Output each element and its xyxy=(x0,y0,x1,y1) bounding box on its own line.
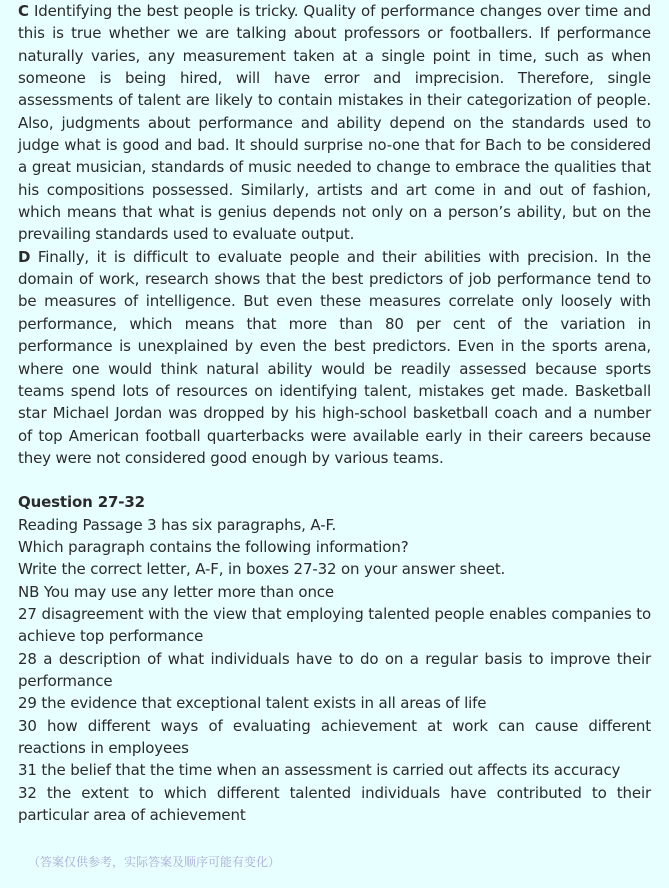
paragraph-letter: D xyxy=(18,247,31,266)
question-item-31: 31 the belief that the time when an assessment is carried out affects its accuracy xyxy=(18,761,621,780)
question-section xyxy=(18,491,651,826)
question-item-28: 28 a description of what individuals have to do on a regular basis to improve their performance xyxy=(18,649,651,690)
question-item-27: 27 disagreement with the view that employing talented people enables companies to achieve top performance xyxy=(18,604,651,646)
reading-passage xyxy=(18,0,651,469)
footer-note: （答案仅供参考，实际答案及顺序可能有变化） xyxy=(28,855,281,869)
paragraph-c xyxy=(18,0,651,246)
paragraph-letter: C xyxy=(18,2,29,20)
question-item-30: 30 how different ways of evaluating achievement at work can cause different reactions in employees xyxy=(18,716,651,757)
question-item-29: 29 the evidence that exceptional talent exists in all areas of life xyxy=(18,694,487,713)
paragraph-d xyxy=(18,246,651,469)
instruction-line: NB You may use any letter more than once xyxy=(18,582,334,601)
section-gap xyxy=(18,469,651,491)
question-heading: Question 27-32 xyxy=(18,493,145,512)
instruction-line: Reading Passage 3 has six paragraphs, A-F. xyxy=(18,515,337,534)
paragraph-text: Identifying the best people is tricky. Quality of performance changes over time and this is true whether we are talking about professors or footballers. If performance naturally varies, any measurement taken at a single point in time, such as when someone is being hired, will have error and imprecision. Therefore, single assessments of talent are likely to contain mistakes in their categorization of people. Also, judgments about performance and ability depend on the standards used to judge what is good and bad. It should surprise no-one that for Bach to be considered a great musician, standards of music needed to change to embrace the qualities that his compositions possessed. Similarly, artists and art come in and out of fashion, which means that what is genius depends not only on a person’s ability, but on the prevailing standards used to evaluate output. xyxy=(18,2,651,244)
instruction-line: Which paragraph contains the following information? xyxy=(18,537,409,556)
question-item-32: 32 the extent to which different talented individuals have contributed to their particular area of achievement xyxy=(18,783,651,825)
instruction-line: Write the correct letter, A-F, in boxes 27-32 on your answer sheet. xyxy=(18,560,506,579)
paragraph-text: Finally, it is difficult to evaluate people and their abilities with precision. In the domain of work, research shows that the best predictors of job performance tend to be measures of intelligence. But even these measures correlate only loosely with performance, which means that more than 80 per cent of the variation in performance is unexplained by even the best predictors. Even in the sports arena, where one would think natural ability would be readily assessed because sports teams spend lots of resources on identifying talent, mistakes get made. Basketball star Michael Jordan was dropped by his high-school basketball coach and a number of top American football quarterbacks were available early in their careers because they were not considered good enough by various teams. xyxy=(18,247,651,467)
